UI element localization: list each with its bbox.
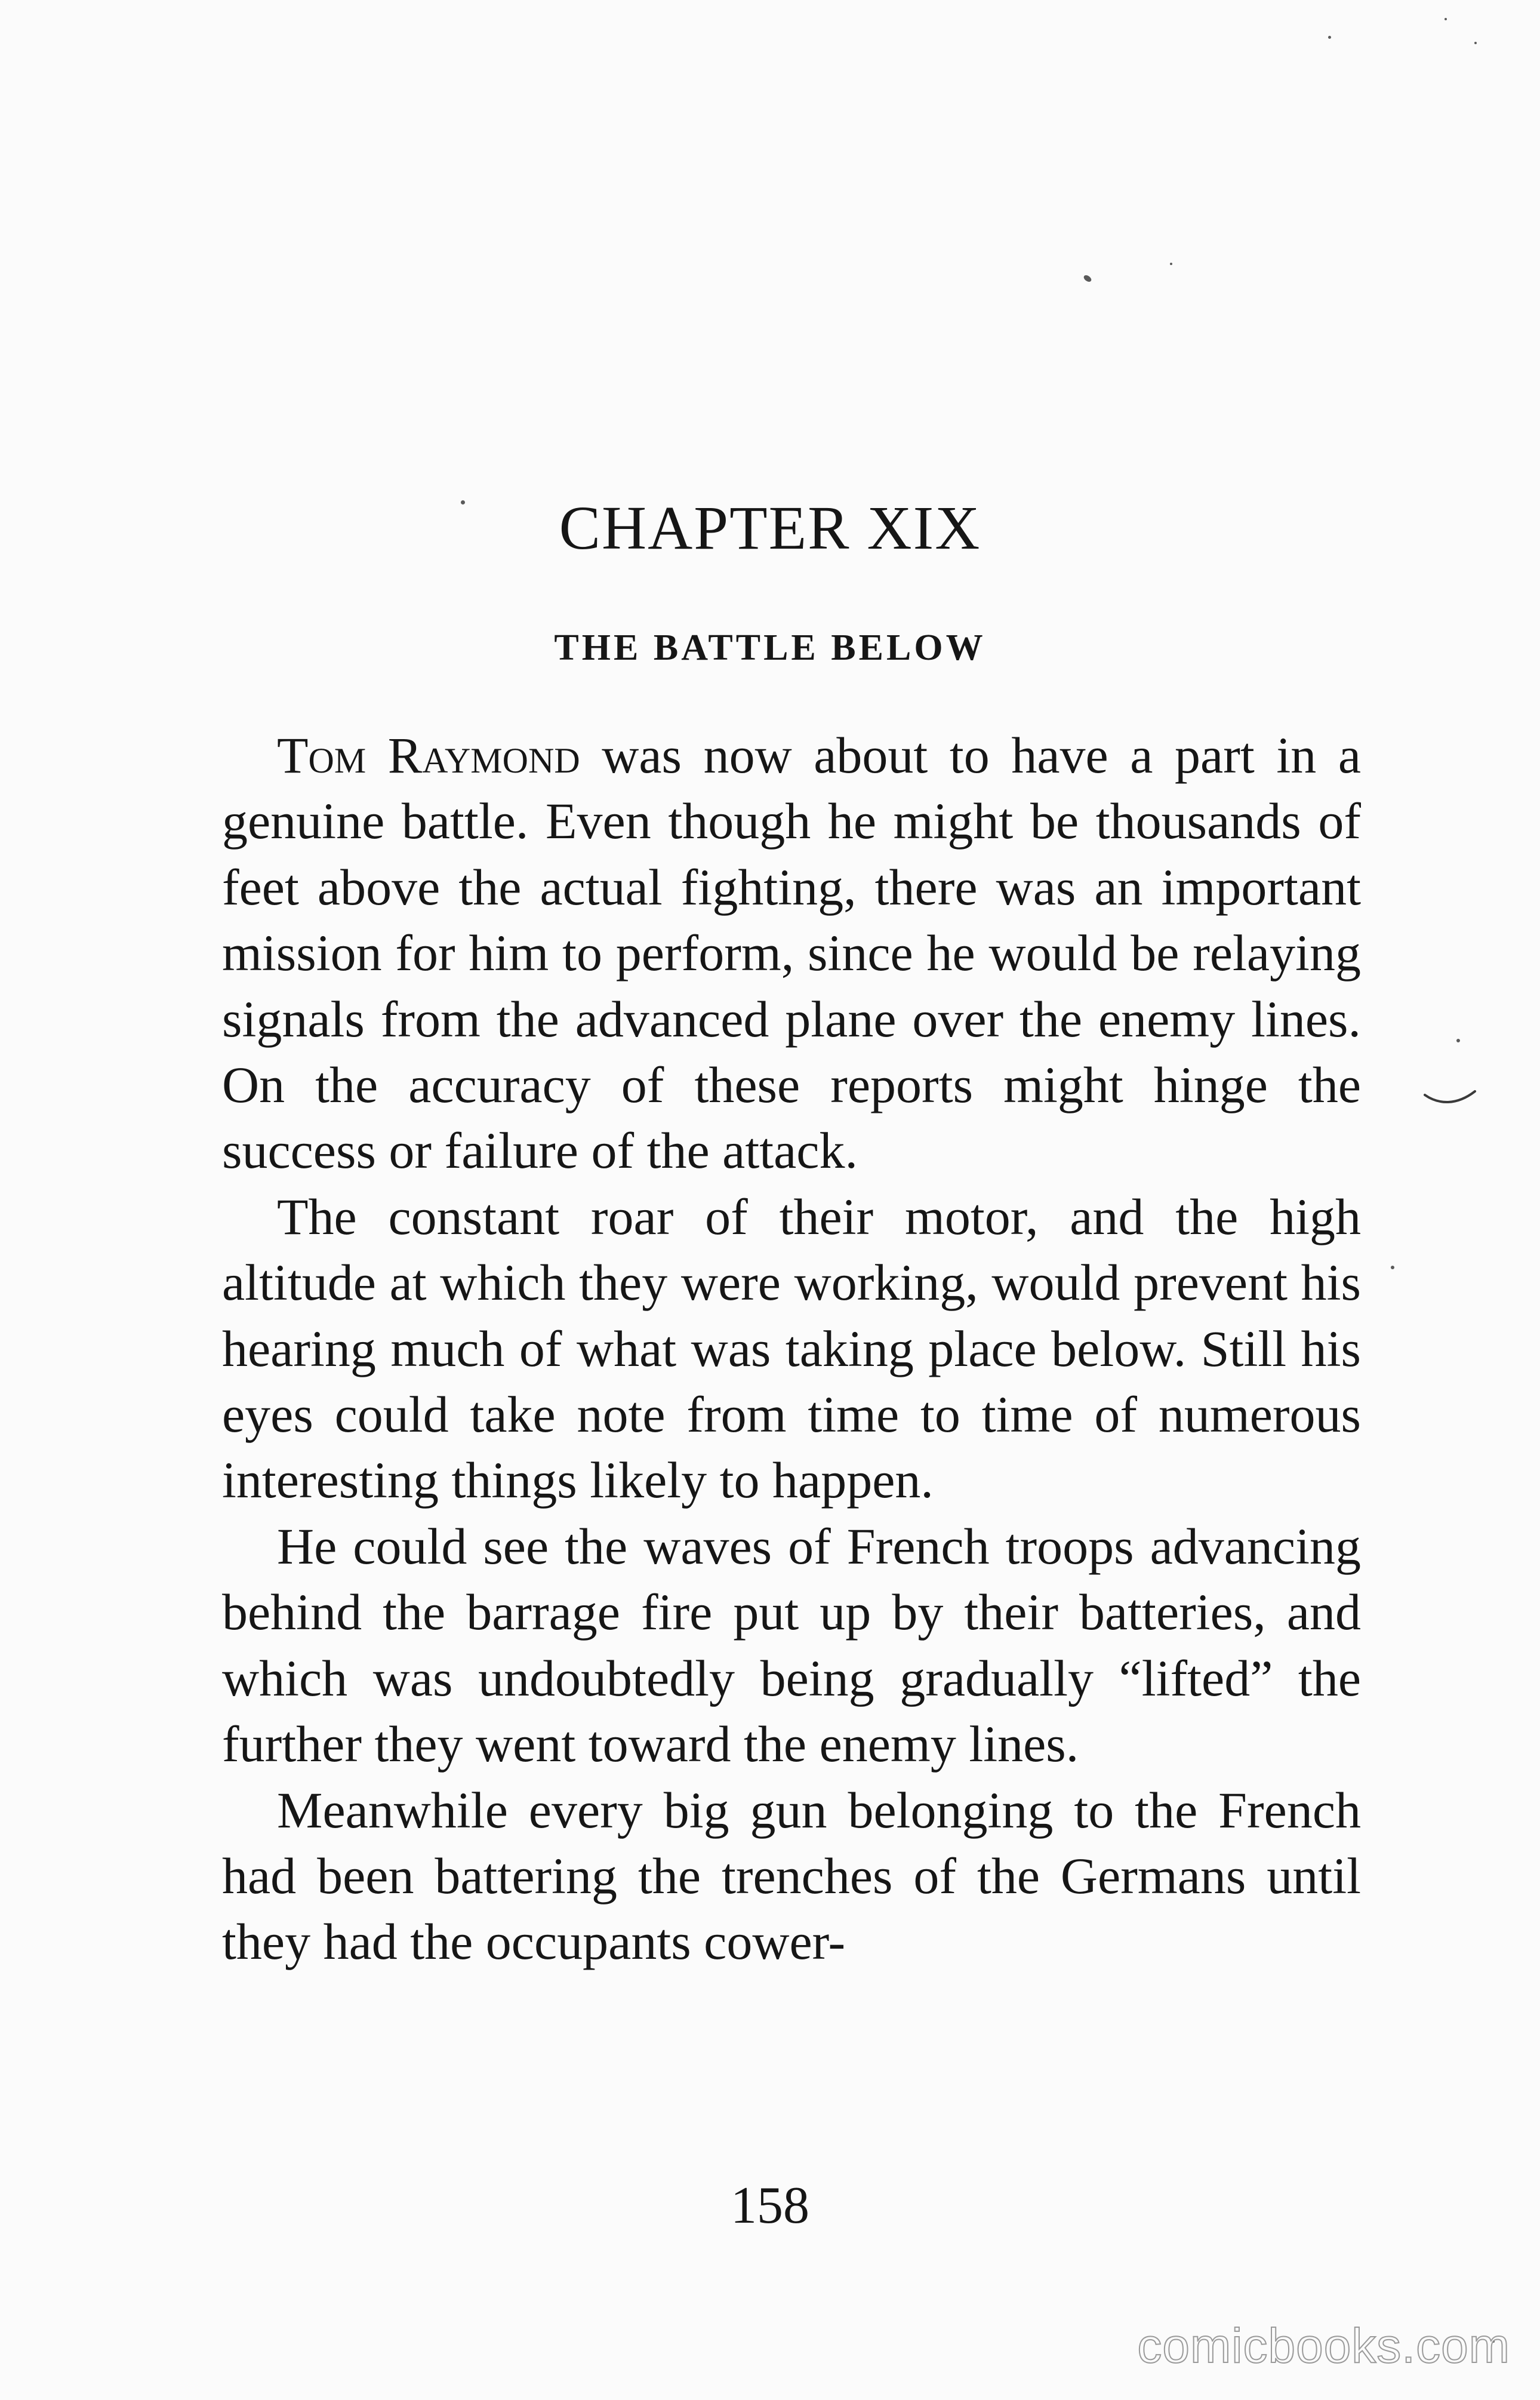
chapter-heading: CHAPTER XIX <box>559 494 981 562</box>
paragraph-3: He could see the waves of French troops advancing behind the barrage fire put up by their batteries, and which was undoubtedly being gradually “lifted” the further they went toward the enemy lines. <box>222 1517 1361 1773</box>
paragraph-1 <box>222 722 1361 1184</box>
scan-speck <box>1456 1039 1460 1042</box>
scan-speck <box>1444 18 1447 20</box>
chapter-subtitle: THE BATTLE BELOW <box>554 627 986 668</box>
page-number: 158 <box>731 2177 809 2235</box>
chapter-body <box>222 722 1361 1975</box>
scan-speck <box>1391 1266 1394 1269</box>
scan-speck <box>1170 263 1172 265</box>
paragraph-4: Meanwhile every big gun belonging to the French had been battering the trenches of the Germans until they had the occupants cower- <box>222 1781 1361 1971</box>
paragraph-2: The constant roar of their motor, and the high altitude at which they were working, would prevent his hearing much of what was taking place below. Still his eyes could take note from time to time of numerous interesting things likely to happen. <box>222 1187 1361 1509</box>
watermark: comicbooks.com <box>1137 2319 1510 2373</box>
margin-pencil-mark <box>1424 1087 1477 1110</box>
paragraph-lead-name: Tom Raymond <box>277 727 580 784</box>
scan-speck <box>1474 42 1477 44</box>
paragraph-1-text: was now about to have a part in a genuine battle. Even though he might be thousands of feet above the actual fighting, there was an important mission for him to perform, since he would be relaying signals from the advanced plane over the enemy lines. On the accuracy of these reports might hinge the success or failure of the attack. <box>222 727 1361 1180</box>
scan-speck <box>1083 274 1093 283</box>
scan-speck <box>1328 36 1331 39</box>
